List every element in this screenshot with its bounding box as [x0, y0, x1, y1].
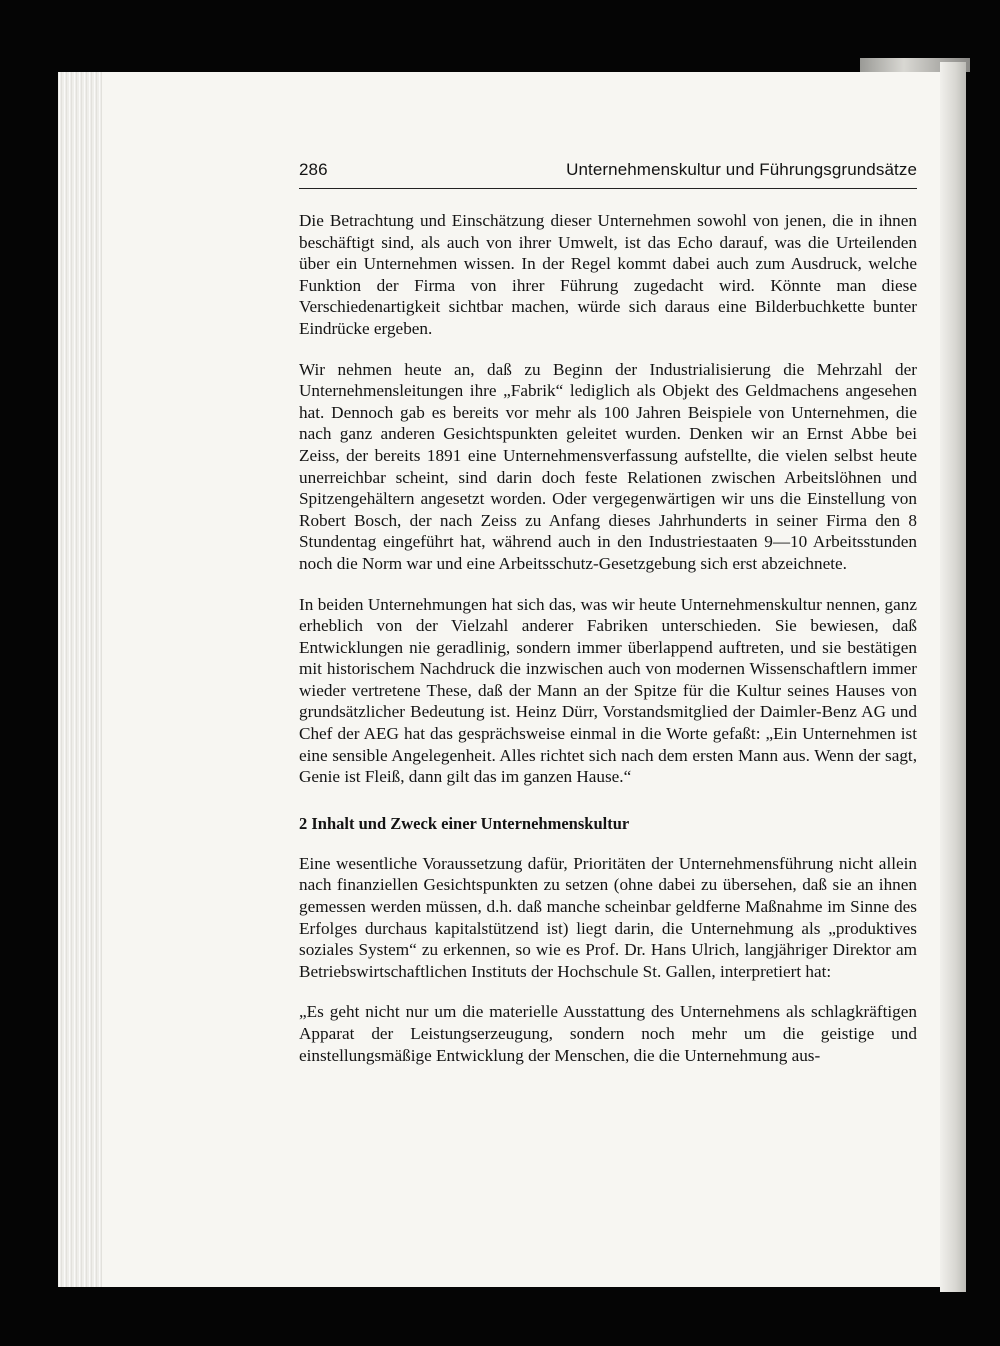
paragraph: Die Betrachtung und Einschätzung dieser Unternehmen sowohl von jenen, die in ihnen beschäftigt sind, als auch von ihrer Umwelt, ist das Echo darauf, was die Urteilenden über ein Unternehmen wissen. In der Regel kommt dabei auch zum Ausdruck, welche Funktion der Firma von ihrer Führung zugedacht wird. Könnte man diese Verschiedenartigkeit sichtbar machen, würde sich daraus eine Bilderbuchkette bunter Eindrücke ergeben.: [299, 211, 917, 338]
spine-shadow: [940, 62, 966, 1292]
body-text: [299, 210, 917, 1066]
page-number: 286: [299, 160, 328, 179]
paragraph: Eine wesentliche Voraussetzung dafür, Prioritäten der Unternehmensführung nicht allein nach finanziellen Gesichtspunkten zu setzen (ohne dabei zu übersehen, daß sie an ihnen gemessen werden müssen, d.h. daß manche scheinbar geldferne Maßnahme im Sinne des Erfolges durchaus kapitalstützend ist) liegt darin, die Unternehmung als „produktives soziales System“ zu erkennen, so wie es Prof. Dr. Hans Ulrich, langjähriger Direktor am Betriebswirtschaftlichen Instituts der Hochschule St. Gallen, interpretiert hat:: [299, 853, 917, 981]
stacked-page-edges: [58, 72, 102, 1287]
page-content: [299, 160, 917, 1085]
section-heading: 2 Inhalt und Zweck einer Unternehmenskultur: [299, 813, 630, 833]
running-title: Unternehmenskultur und Führungsgrundsätze: [566, 160, 917, 179]
paragraph: Wir nehmen heute an, daß zu Beginn der Industrialisierung die Mehrzahl der Unternehmensleitungen ihre „Fabrik“ lediglich als Objekt des Geldmachens angesehen hat. Dennoch gab es bereits vor mehr als 100 Jahren Beispiele von Unternehmen, die nach ganz anderen Gesichtspunkten geleitet wurden. Denken wir an Ernst Abbe bei Zeiss, der bereits 1891 eine Unternehmensverfassung aufstellte, die vielen selbst heute unerreichbar scheint, sind darin doch feste Relationen zwischen Arbeitslöhnen und Spitzengehältern angesetzt worden. Oder vergegenwärtigen wir uns die Einstellung von Robert Bosch, der nach Zeiss zu Anfang dieses Jahrhunderts in seiner Firma den 8 Stundentag eingeführt hat, während auch in den Industriestaaten 9—10 Arbeitsstunden noch die Norm war und eine Arbeitsschutz-Gesetzgebung sich erst abzeichnete.: [299, 359, 917, 573]
paragraph: In beiden Unternehmungen hat sich das, was wir heute Unternehmenskultur nennen, ganz erheblich von der Vielzahl anderer Fabriken unterschieden. Sie bewiesen, daß Entwicklungen nie geradlinig, sondern immer überlappend auftreten, und sie bestätigen mit historischem Nachdruck die inzwischen auch von modernen Wissenschaftlern immer wieder vertretene These, daß der Mann an der Spitze für die Kultur seines Hauses von grundsätzlicher Bedeutung ist. Heinz Dürr, Vorstandsmitglied der Daimler-Benz AG und Chef der AEG hat das gesprächsweise einmal in die Worte gefaßt: „Ein Unternehmen ist eine sensible Angelegenheit. Alles richtet sich nach dem ersten Mann aus. Wenn der sagt, Genie ist Fleiß, dann gilt das im ganzen Hause.“: [299, 594, 917, 787]
quote-paragraph: „Es geht nicht nur um die materielle Ausstattung des Unternehmens als schlagkräftigen Apparat der Leistungserzeugung, sondern noch mehr um die geistige und einstellungsmäßige Entwicklung der Menschen, die die Unternehmung aus-: [299, 1002, 917, 1065]
running-head: [299, 160, 917, 189]
